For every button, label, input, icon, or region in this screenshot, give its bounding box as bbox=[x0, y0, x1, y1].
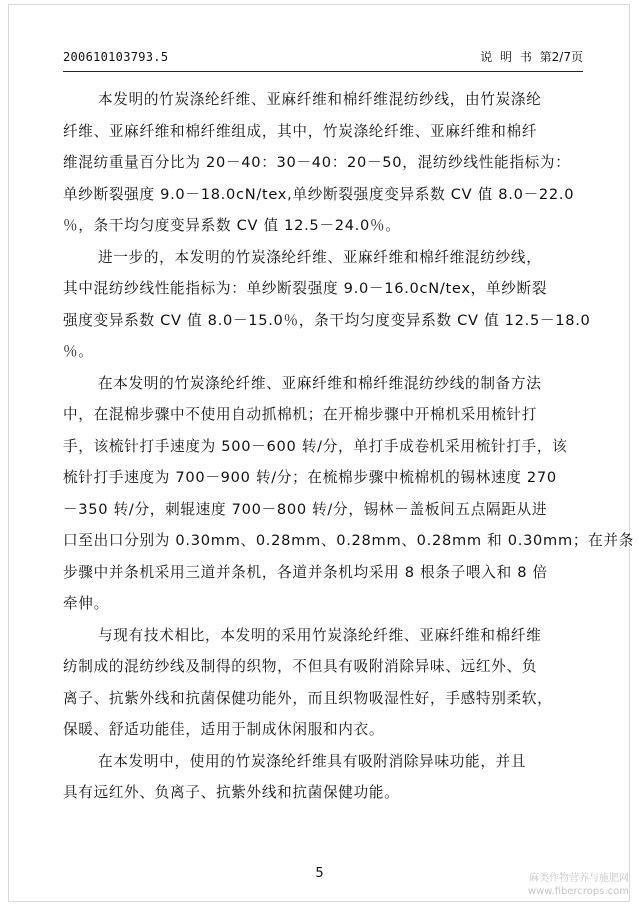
text-line: 其中混纺纱线性能指标为：单纱断裂强度 9.0－16.0cN/tex，单纱断裂 bbox=[63, 280, 548, 297]
text-line: 梳针打手速度为 700－900 转/分；在梳棉步骤中梳棉机的锡林速度 270 bbox=[63, 469, 557, 486]
text-line: 单纱断裂强度 9.0－18.0cN/tex,单纱断裂强度变异系数 CV 值 8.0－22.0 bbox=[63, 185, 575, 203]
paragraph-1 bbox=[63, 84, 583, 242]
page-header bbox=[63, 48, 583, 66]
text-line: 离子、抗紫外线和抗菌保健功能外，而且织物吸湿性好，手感特别柔软， bbox=[63, 689, 553, 707]
text-line: ％，条干均匀度变异系数 CV 值 12.5－24.0％。 bbox=[63, 217, 401, 234]
text-line: 在本发明的竹炭涤纶纤维、亚麻纤维和棉纤维混纺纱线的制备方法 bbox=[98, 374, 542, 392]
paragraph-4 bbox=[63, 620, 583, 746]
paragraph-5 bbox=[63, 746, 583, 809]
document-type: 说 明 书 bbox=[480, 50, 532, 64]
watermark-url: www.fibercrops.com bbox=[527, 886, 629, 897]
document-body bbox=[63, 84, 635, 809]
text-line: 纤维、亚麻纤维和棉纤维组成，其中，竹炭涤纶纤维、亚麻纤维和棉纤 bbox=[63, 122, 538, 140]
text-line: 与现有技术相比，本发明的采用竹炭涤纶纤维、亚麻纤维和棉纤维 bbox=[98, 626, 542, 644]
text-line: 手，该梳针打手速度为 500－600 转/分，单打手成卷机采用梳针打手，该 bbox=[63, 437, 568, 455]
text-line: 保暖、舒适功能佳，适用于制成休闲服和内衣。 bbox=[63, 721, 385, 738]
text-line: 纺制成的混纺纱线及制得的织物，不但具有吸附消除异味、远红外、负 bbox=[63, 658, 538, 675]
text-line: 进一步的，本发明的竹炭涤纶纤维、亚麻纤维和棉纤维混纺纱线， bbox=[98, 248, 542, 266]
document-number: 200610103793.5 bbox=[63, 50, 169, 64]
text-line: 中，在混棉步骤中不使用自动抓棉机；在开棉步骤中开棉机采用梳针打 bbox=[63, 406, 538, 423]
watermark bbox=[509, 872, 629, 898]
text-line: 本发明的竹炭涤纶纤维、亚麻纤维和棉纤维混纺纱线，由竹炭涤纶 bbox=[98, 91, 542, 108]
text-line: 在本发明中，使用的竹炭涤纶纤维具有吸附消除异味功能，并且 bbox=[98, 752, 527, 770]
header-rule bbox=[63, 71, 583, 72]
page-info: 第2/7页 bbox=[539, 50, 583, 64]
text-line: 步骤中并条机采用三道并条机，各道并条机均采用 8 根条子喂入和 8 倍 bbox=[63, 563, 548, 581]
page-number: 5 bbox=[315, 866, 324, 881]
paragraph-3 bbox=[63, 368, 635, 620]
text-line: 维混纺重量百分比为 20－40：30－40：20－50，混纺纱线性能指标为： bbox=[63, 154, 571, 171]
text-line: 牵伸。 bbox=[63, 595, 109, 612]
watermark-title: 麻类作物营养与施肥网 bbox=[529, 873, 629, 884]
header-right bbox=[480, 48, 583, 66]
paragraph-2 bbox=[63, 242, 591, 368]
text-line: 具有远红外、负离子、抗紫外线和抗菌保健功能。 bbox=[63, 784, 400, 801]
text-line: 口至出口分别为 0.30mm、0.28mm、0.28mm、0.28mm 和 0.30mm；在并条 bbox=[63, 532, 635, 549]
text-line: －350 转/分，刺辊速度 700－800 转/分，锡林－盖板间五点隔距从进 bbox=[63, 500, 548, 518]
text-line: 强度变异系数 CV 值 8.0－15.0％，条干均匀度变异系数 CV 值 12.5－18.0 bbox=[63, 311, 591, 329]
text-line: ％。 bbox=[63, 343, 94, 360]
